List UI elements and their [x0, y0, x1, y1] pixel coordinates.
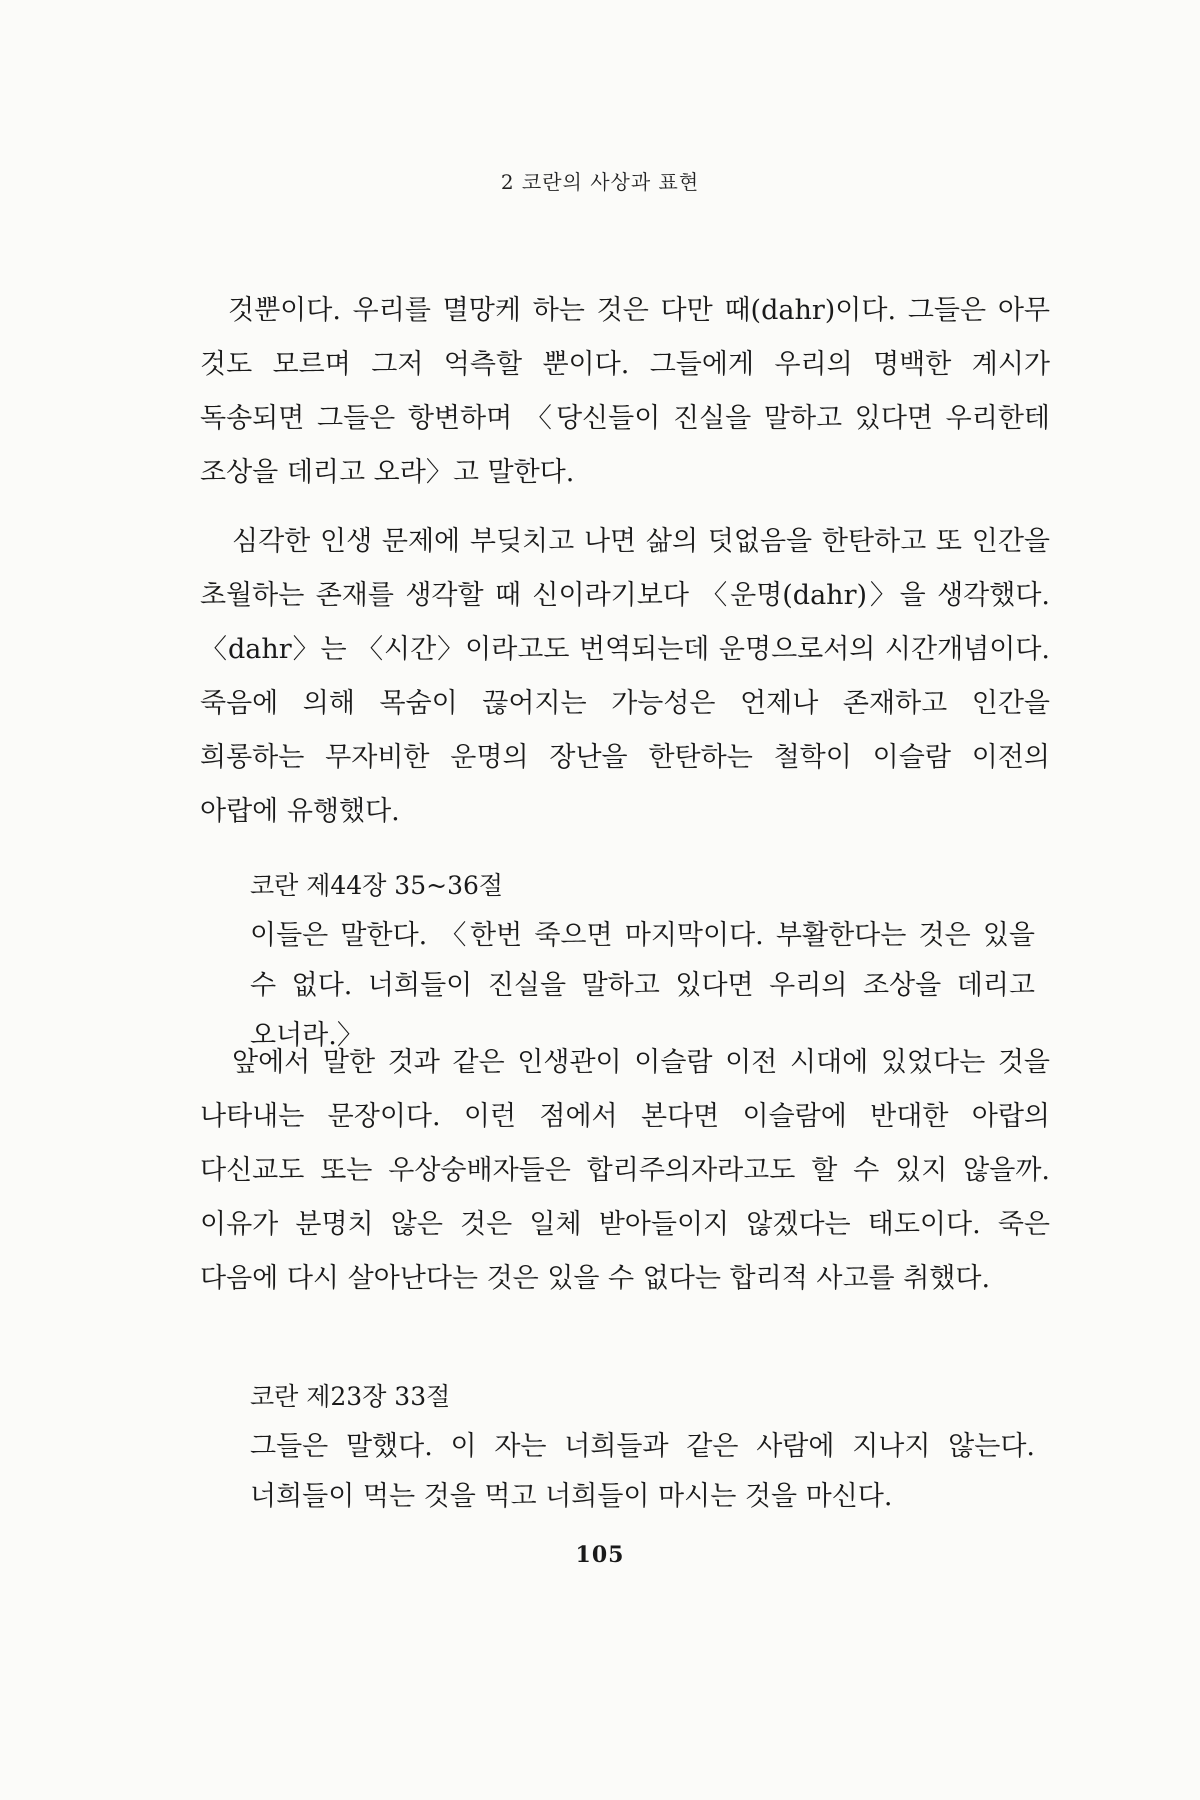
paragraph: 것뿐이다. 우리를 멸망케 하는 것은 다만 때(dahr)이다. 그들은 아무 것도 모르며 그저 억측할 뿐이다. 그들에게 우리의 명백한 계시가 독송되면 그들은 항변하며 〈당신들이 진실을 말하고 있다면 우리한테 조상을 데리고 오라〉고 말한다. [200, 295, 1050, 488]
running-head: 2 코란의 사상과 표현 [500, 170, 700, 194]
page-number: 105 [575, 1542, 625, 1568]
quote-text: 그들은 말했다. 이 자는 너희들과 같은 사람에 지나지 않는다. 너희들이 먹는 것을 먹고 너희들이 마시는 것을 마신다. [250, 1431, 1035, 1512]
paragraph: 앞에서 말한 것과 같은 인생관이 이슬람 이전 시대에 있었다는 것을 나타내는 문장이다. 이런 점에서 본다면 이슬람에 반대한 아랍의 다신교도 또는 우상숭배자들은 합리주의자라고도 할 수 있지 않을까. 이유가 분명치 않은 것은 일체 받아들이지 않겠다는 태도이다. 죽은 다음에 다시 살아난다는 것은 있을 수 없다는 합리적 사고를 취했다. [200, 1047, 1050, 1294]
quran-quote [250, 861, 1035, 1061]
quote-text: 이들은 말한다. 〈한번 죽으면 마지막이다. 부활한다는 것은 있을 수 없다. 너희들이 진실을 말하고 있다면 우리의 조상을 데리고 오너라.〉 [250, 920, 1035, 1051]
quote-reference: 코란 제44장 35~36절 [250, 871, 504, 900]
quran-quote [250, 1372, 1035, 1522]
quote-reference: 코란 제23장 33절 [250, 1382, 451, 1411]
paragraph: 심각한 인생 문제에 부딪치고 나면 삶의 덧없음을 한탄하고 또 인간을 초월하는 존재를 생각할 때 신이라기보다 〈운명(dahr)〉을 생각했다. 〈dahr〉는 〈시간〉이라고도 번역되는데 운명으로서의 시간개념이다. 죽음에 의해 목숨이 끊어지는 가능성은 언제나 존재하고 인간을 희롱하는 무자비한 운명의 장난을 한탄하는 철학이 이슬람 이전의 아랍에 유행했다. [200, 526, 1050, 827]
